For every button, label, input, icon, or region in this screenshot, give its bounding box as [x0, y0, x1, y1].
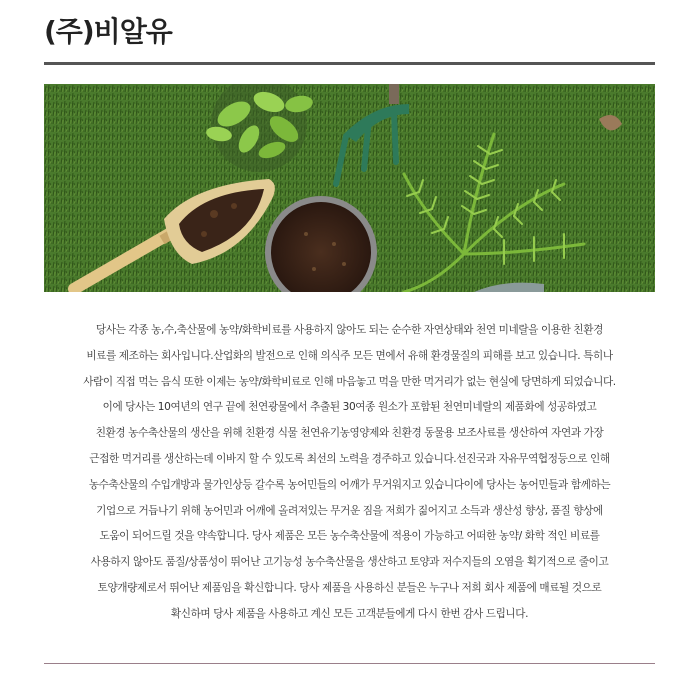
intro-line: 사용하지 않아도 품질/상품성이 뛰어난 고기능성 농수축산물을 생산하고 토양과 저수지들의 오염을 획기적으로 줄이고	[90, 556, 609, 569]
bottom-divider	[44, 663, 655, 664]
intro-text	[44, 318, 655, 628]
intro-line: 확신하며 당사 제품을 사용하고 계신 모든 고객분들에게 다시 한번 감사 드립니다.	[170, 607, 529, 620]
title-divider	[44, 62, 655, 65]
intro-line: 근접한 먹거리를 생산하는데 이바지 할 수 있도록 최선의 노력을 경주하고 있습니다.선진국과 자유무역협정등으로 인해	[89, 452, 610, 465]
intro-line: 토양개량제로서 뛰어난 제품임을 확신합니다. 당사 제품을 사용하신 분들은 누구나 저희 회사 제품에 매료될 것으로	[97, 581, 602, 594]
intro-line: 농수축산물의 수입개방과 물가인상등 갈수록 농어민들의 어깨가 무거워지고 있습니다이에 당사는 농어민들과 함께하는	[88, 478, 611, 491]
intro-line: 친환경 농수축산물의 생산을 위해 친환경 식물 천연유기농영양제와 친환경 동물용 보조사료를 생산하여 자연과 가장	[95, 427, 604, 440]
garden-photo	[44, 84, 655, 292]
intro-line: 비료를 제조하는 회사입니다.산업화의 발전으로 인해 의식주 모든 면에서 유해 환경물질의 피해를 보고 있습니다. 특히나	[86, 349, 613, 362]
intro-line: 당사는 각종 농,수,축산물에 농약/화학비료를 사용하지 않아도 되는 순수한 자연상태와 천연 미네랄을 이용한 친환경	[96, 324, 603, 336]
intro-line: 도움이 되어드릴 것을 약속합니다. 당사 제품은 모든 농수축산물에 적용이 가능하고 어떠한 농약/ 화학 적인 비료를	[99, 530, 600, 543]
intro-line: 사람이 직접 먹는 음식 또한 이제는 농약/화학비료로 인해 마음놓고 먹을 만한 먹거리가 없는 현실에 당면하게 되었습니다.	[83, 375, 616, 388]
intro-line: 이에 당사는 10여년의 연구 끝에 천연광물에서 추출된 30여종 원소가 포함된 천연미네랄의 제품화에 성공하였고	[102, 401, 597, 414]
intro-line: 기업으로 거듭나기 위해 농어민과 어깨에 올려져있는 무거운 짐을 저희가 짊어지고 소득과 생산성 향상, 품질 향상에	[96, 504, 603, 517]
page-title: (주)비알유	[44, 15, 172, 48]
